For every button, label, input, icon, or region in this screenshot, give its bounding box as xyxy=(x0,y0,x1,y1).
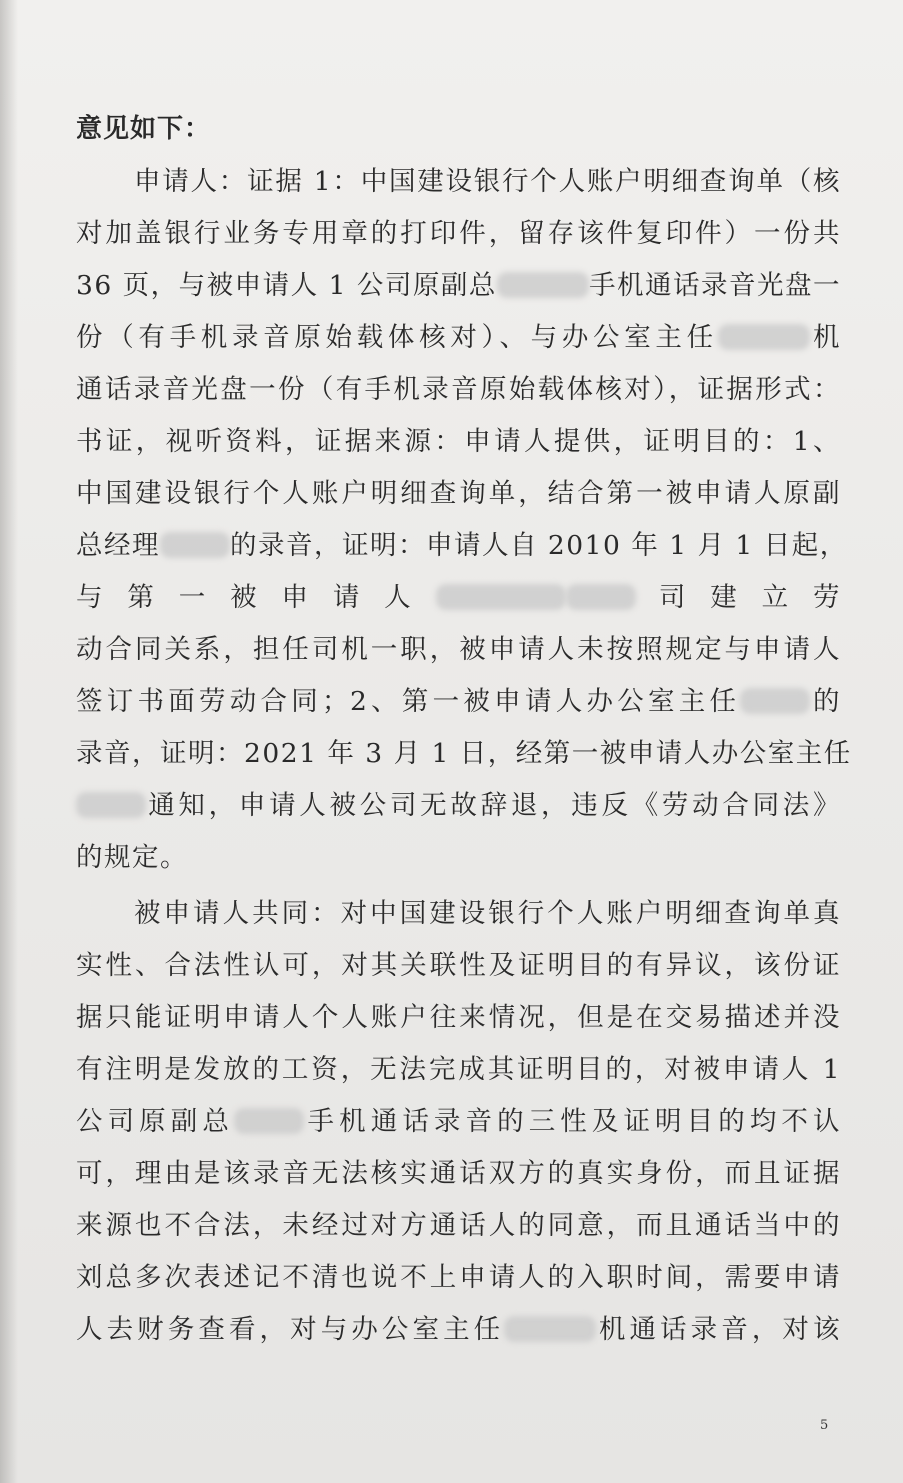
paragraph-line xyxy=(76,578,841,618)
line-text: 录音，证明：2021 年 3 月 1 日，经第一被申请人办公室主任 xyxy=(76,738,852,769)
paragraph-line xyxy=(134,162,841,202)
line-text: 的 xyxy=(810,686,841,717)
paragraph-line xyxy=(76,946,841,986)
line-text: 有注明是发放的工资，无法完成其证明目的，对被申请人 1 xyxy=(76,1054,841,1085)
redaction-blur xyxy=(504,1316,596,1342)
paragraph-line xyxy=(76,1050,841,1090)
paragraph-line xyxy=(76,630,841,670)
paragraph-line xyxy=(76,1102,841,1142)
paragraph-line xyxy=(76,1206,841,1246)
line-text: 手机通话录音的三性及证明目的均不认 xyxy=(303,1106,842,1137)
line-text: 刘总多次表述记不清也说不上申请人的入职时间，需要申请 xyxy=(76,1262,841,1293)
line-text: 机 xyxy=(809,322,842,353)
redaction-blur xyxy=(718,324,810,350)
line-text: 36 页，与被申请人 1 公司原副总 xyxy=(76,270,497,301)
redaction-blur xyxy=(436,584,566,610)
line-text: 份（有手机录音原始载体核对）、与办公室主任 xyxy=(76,322,718,353)
paragraph-line xyxy=(76,474,841,514)
line-text: 手机通话录音光盘一 xyxy=(588,270,842,301)
line-text: 的规定。 xyxy=(76,842,188,873)
paragraph-line xyxy=(76,1258,841,1298)
line-text: 司建立劳 xyxy=(635,582,842,613)
paragraph-line xyxy=(76,682,841,722)
paragraph-line xyxy=(76,422,841,462)
line-text: 来源也不合法，未经过对方通话人的同意，而且通话当中的 xyxy=(76,1210,841,1241)
redaction-blur xyxy=(160,532,230,558)
line-text: 对加盖银行业务专用章的打印件，留存该件复印件）一份共 xyxy=(76,218,841,249)
paragraph-line xyxy=(76,1310,841,1350)
line-text: 的录音，证明：申请人自 2010 年 1 月 1 日起， xyxy=(230,530,848,561)
page-edge-shadow xyxy=(0,0,18,1483)
paragraph-line xyxy=(76,786,841,826)
redaction-blur xyxy=(234,1108,304,1134)
line-text: 书证，视听资料，证据来源：申请人提供，证明目的：1、 xyxy=(76,426,841,457)
line-text: 申请人：证据 1：中国建设银行个人账户明细查询单（核 xyxy=(134,166,841,197)
line-text: 机通话录音，对该 xyxy=(596,1314,842,1345)
line-text: 据只能证明申请人个人账户往来情况，但是在交易描述并没 xyxy=(76,1002,841,1033)
redaction-blur xyxy=(740,688,810,714)
section-heading: 意见如下： xyxy=(76,114,212,144)
line-text: 人去财务查看，对与办公室主任 xyxy=(76,1314,505,1345)
paragraph-line xyxy=(76,370,841,410)
line-text: 实性、合法性认可，对其关联性及证明目的有异议，该份证 xyxy=(76,950,841,981)
paragraph-line xyxy=(76,734,852,774)
line-text: 总经理 xyxy=(76,530,160,561)
line-text: 通话录音光盘一份（有手机录音原始载体核对），证据形式： xyxy=(76,374,841,405)
paragraph-line xyxy=(76,214,841,254)
paragraph-line xyxy=(134,894,841,934)
line-text: 中国建设银行个人账户明细查询单，结合第一被申请人原副 xyxy=(76,478,841,509)
paragraph-line xyxy=(76,998,841,1038)
paragraph-line xyxy=(76,266,841,306)
redaction-blur xyxy=(566,584,636,610)
line-text: 公司原副总 xyxy=(76,1106,234,1137)
line-text: 被申请人共同：对中国建设银行个人账户明细查询单真 xyxy=(134,898,841,929)
line-text: 可，理由是该录音无法核实通话双方的真实身份，而且证据 xyxy=(76,1158,841,1189)
paragraph-line xyxy=(76,318,841,358)
paragraph-line xyxy=(76,526,848,566)
line-text: 动合同关系，担任司机一职，被申请人未按照规定与申请人 xyxy=(76,634,841,665)
paragraph-line xyxy=(76,1154,841,1194)
redaction-blur xyxy=(76,792,146,818)
line-text: 与第一被申请人 xyxy=(76,582,436,613)
redaction-blur xyxy=(497,272,589,298)
line-text: 通知，申请人被公司无故辞退，违反《劳动合同法》 xyxy=(146,790,841,821)
paragraph-line xyxy=(76,838,841,878)
page-number: 5 xyxy=(820,1418,829,1433)
line-text: 签订书面劳动合同；2、第一被申请人办公室主任 xyxy=(76,686,741,717)
